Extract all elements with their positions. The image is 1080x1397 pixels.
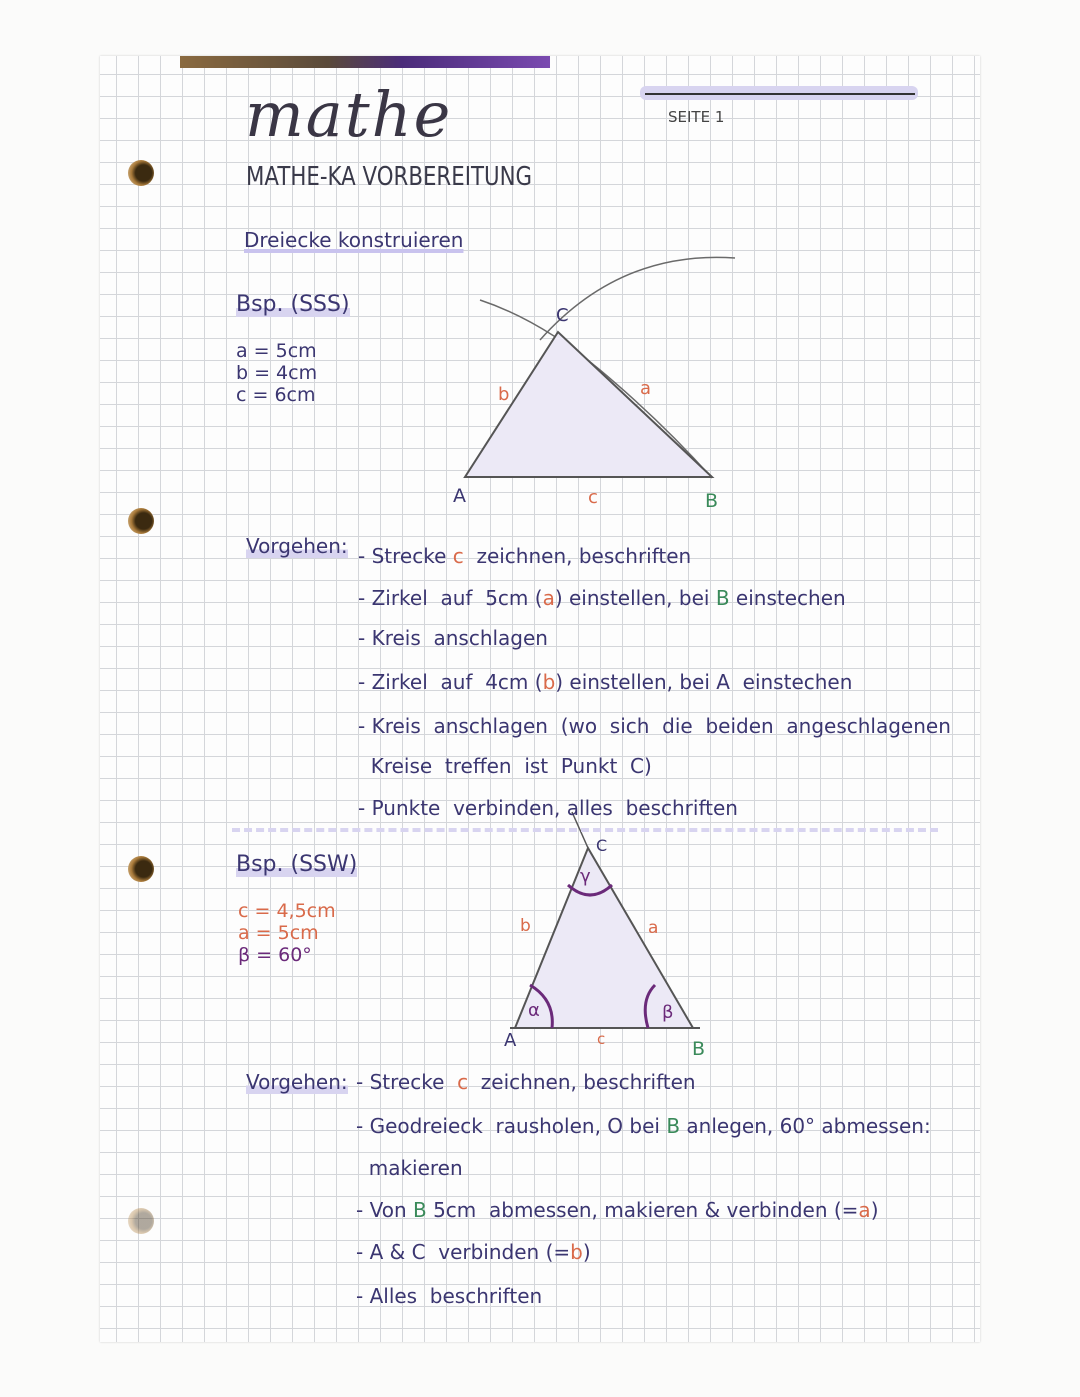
step-text-segment: - Zirkel auf 4cm (: [358, 670, 543, 694]
procedure-step: [356, 1070, 696, 1094]
procedure-step: [358, 754, 652, 778]
step-text-segment: ): [582, 1240, 591, 1264]
label-b: b: [520, 916, 531, 936]
example1-label-text: Bsp. (SSS): [236, 292, 350, 317]
step-text-segment: - Zirkel auf 5cm (: [358, 586, 543, 610]
label-gamma: γ: [580, 866, 591, 887]
step-text-segment: - A & C verbinden (=: [356, 1240, 571, 1264]
label-alpha: α: [528, 1000, 540, 1021]
step-text-segment: - Punkte verbinden, alles beschriften: [358, 796, 738, 820]
step-text-segment: - Kreis anschlagen: [358, 626, 548, 650]
given-beta: β = 60°: [238, 944, 312, 966]
procedure-step: [356, 1114, 931, 1138]
step-text-segment: zeichnen, beschriften: [463, 544, 692, 568]
step-text-segment: B: [412, 1198, 427, 1222]
step-text-segment: einstechen: [729, 586, 846, 610]
step-text-segment: b: [542, 670, 556, 694]
label-a: a: [648, 918, 659, 938]
subheading: Dreiecke konstruieren: [244, 228, 464, 252]
label-A: A: [453, 485, 466, 507]
procedure-step: [356, 1240, 591, 1264]
step-text-segment: - Strecke: [356, 1070, 458, 1094]
label-C: C: [596, 836, 608, 855]
procedure-step: [356, 1284, 542, 1308]
given-a: a = 5cm: [238, 922, 319, 944]
procedure-step: [358, 586, 846, 610]
procedure-step: [358, 626, 548, 650]
label-b: b: [498, 384, 510, 405]
label-beta: β: [662, 1002, 674, 1023]
procedure-step: [358, 796, 738, 820]
example2-label-text: Bsp. (SSW): [236, 852, 358, 877]
step-text-segment: - Geodreieck rausholen, O bei: [356, 1114, 667, 1138]
example2-label: [236, 852, 357, 877]
step-text-segment: zeichnen, beschriften: [468, 1070, 696, 1094]
section-divider: [232, 828, 938, 832]
step-text-segment: 5cm abmessen, makieren & verbinden (=: [426, 1198, 859, 1222]
step-text-segment: B: [666, 1114, 681, 1138]
step-text-segment: - Von: [356, 1198, 413, 1222]
step-text-segment: ) einstellen, bei A einstechen: [555, 670, 853, 694]
procedure-step: [358, 714, 951, 738]
step-text-segment: a: [542, 586, 555, 610]
procedure-step: [356, 1198, 879, 1222]
page-number: SEITE 1: [668, 108, 725, 126]
triangle-ssw: [515, 848, 693, 1028]
example2-procedure-label: [246, 1070, 348, 1094]
step-text-segment: c: [452, 544, 464, 568]
label-C: C: [556, 305, 569, 326]
label-c: c: [588, 487, 598, 508]
label-c: c: [597, 1030, 606, 1048]
step-text-segment: - Strecke: [358, 544, 453, 568]
step-text-segment: b: [570, 1240, 583, 1264]
section-heading: MATHE-KA VORBEREITUNG: [246, 162, 533, 192]
given-b: b = 4cm: [236, 362, 318, 384]
page-title: mathe: [245, 78, 453, 151]
step-text-segment: Kreise treffen ist Punkt C): [358, 754, 652, 778]
label-B: B: [692, 1038, 706, 1060]
label-A: A: [504, 1030, 517, 1051]
given-a: a = 5cm: [236, 340, 317, 362]
given-c: c = 4,5cm: [238, 900, 336, 922]
step-text-segment: ) einstellen, bei: [554, 586, 716, 610]
procedure-label-text: Vorgehen:: [246, 534, 348, 558]
example2-given: [238, 900, 336, 966]
step-text-segment: c: [457, 1070, 469, 1094]
example1-procedure-label: [246, 534, 348, 558]
procedure-step: [356, 1156, 463, 1180]
step-text-segment: ): [870, 1198, 879, 1222]
procedure-label-text: Vorgehen:: [246, 1070, 348, 1094]
arc-b: [540, 257, 735, 340]
label-B: B: [705, 490, 719, 512]
procedure-step: [358, 544, 691, 568]
step-text-segment: - Kreis anschlagen (wo sich die beiden angeschlagenen: [358, 714, 951, 738]
step-text-segment: a: [858, 1198, 871, 1222]
step-text-segment: - Alles beschriften: [356, 1284, 543, 1308]
step-text-segment: anlegen, 60° abmessen:: [680, 1114, 931, 1138]
given-c: c = 6cm: [236, 384, 316, 406]
procedure-step: [358, 670, 852, 694]
step-text-segment: makieren: [356, 1156, 463, 1180]
label-a: a: [640, 378, 652, 399]
step-text-segment: B: [715, 586, 730, 610]
